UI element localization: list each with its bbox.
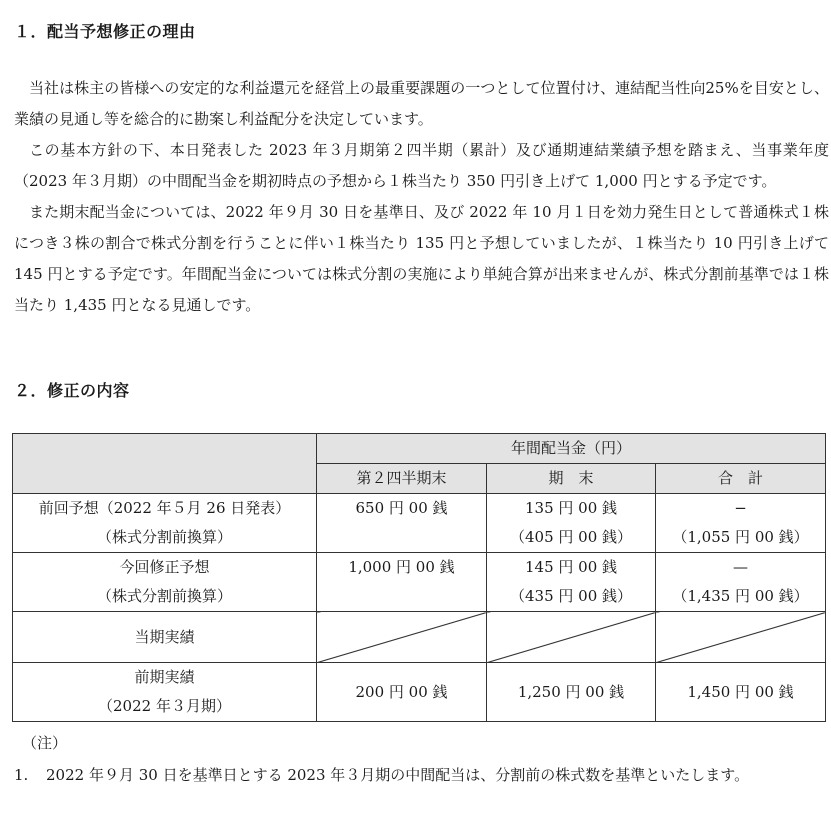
note-item [14, 760, 829, 790]
cell-total [656, 494, 826, 553]
table-row-current-results [13, 612, 826, 663]
cell-q2: 650 円 00 銭 [317, 494, 487, 553]
cell-total-converted: （1,435 円 00 銭） [672, 587, 809, 605]
cell-year-end: 1,250 円 00 銭 [487, 663, 656, 722]
cell-total-value: — [733, 558, 749, 576]
cell-total [656, 553, 826, 612]
row-label: 当期実績 [13, 612, 317, 663]
table-row-previous-results [13, 663, 826, 722]
header-total: 合 計 [656, 464, 826, 494]
cell-total: 1,450 円 00 銭 [656, 663, 826, 722]
section-1-heading: １．配当予想修正の理由 [14, 22, 196, 41]
cell-q2: 1,000 円 00 銭 [317, 553, 487, 612]
paragraph-year-end-dividend: また期末配当金については、2022 年９月 30 日を基準日、及び 2022 年 10 月１日を効力発生日として普通株式１株につき３株の割合で株式分割を行うことに伴い１株当たり 135 円と予想していましたが、１株当たり 10 円引き上げて 145 円とする予定です。年間配当金については株式分割の実施により単純合算が出来ませんが、株式分割前基準では１株当たり 1,435 円となる見通しです。 [14, 203, 829, 314]
cell-year-end [487, 553, 656, 612]
row-label-line2: （株式分割前換算） [96, 528, 232, 546]
dividend-forecast-table [12, 433, 826, 722]
header-blank-cell [13, 434, 317, 494]
cell-total-value: − [734, 499, 747, 517]
header-q2-end: 第２四半期末 [317, 464, 487, 494]
cell-year-end-converted: （435 円 00 銭） [509, 587, 633, 605]
row-label-line1: 前期実績 [134, 668, 195, 686]
paragraph-policy: 当社は株主の皆様への安定的な利益還元を経営上の最重要課題の一つとして位置付け、連結配当性向25%を目安とし、業績の見通し等を総合的に勘案し利益配分を決定しています。 [14, 79, 829, 128]
note-text: 2022 年９月 30 日を基準日とする 2023 年３月期の中間配当は、分割前の株式数を基準といたします。 [46, 766, 750, 784]
notes-label: （注） [22, 734, 68, 752]
cell-total-converted: （1,055 円 00 銭） [672, 528, 809, 546]
cell-year-end-value: 135 円 00 銭 [524, 499, 618, 517]
cell-q2: 200 円 00 銭 [317, 663, 487, 722]
paragraph-interim-dividend: この基本方針の下、本日発表した 2023 年３月期第２四半期（累計）及び通期連結業績予想を踏まえ、当事業年度（2023 年３月期）の中間配当金を期初時点の予想から１株当たり 350 円引き上げて 1,000 円とする予定です。 [14, 141, 829, 190]
cell-year-end [487, 494, 656, 553]
reason-paragraphs [14, 73, 829, 321]
table-header-row [13, 434, 826, 464]
row-label-line2: （株式分割前換算） [96, 587, 232, 605]
row-label [13, 663, 317, 722]
header-year-end: 期 末 [487, 464, 656, 494]
section-2-heading: ２．修正の内容 [14, 381, 130, 400]
row-label [13, 494, 317, 553]
table-row-previous-forecast [13, 494, 826, 553]
row-label-line1: 今回修正予想 [119, 558, 210, 576]
cell-year-end-value: 145 円 00 銭 [524, 558, 618, 576]
cell-diagonal-empty [317, 612, 487, 663]
header-annual-dividend: 年間配当金（円） [317, 434, 826, 464]
cell-diagonal-empty [487, 612, 656, 663]
table-row-revised-forecast [13, 553, 826, 612]
row-label [13, 553, 317, 612]
cell-year-end-converted: （405 円 00 銭） [509, 528, 633, 546]
row-label-line1: 前回予想（2022 年５月 26 日発表） [38, 499, 291, 517]
note-number: 1. [14, 766, 29, 784]
cell-diagonal-empty [656, 612, 826, 663]
row-label-line2: （2022 年３月期） [98, 697, 231, 715]
